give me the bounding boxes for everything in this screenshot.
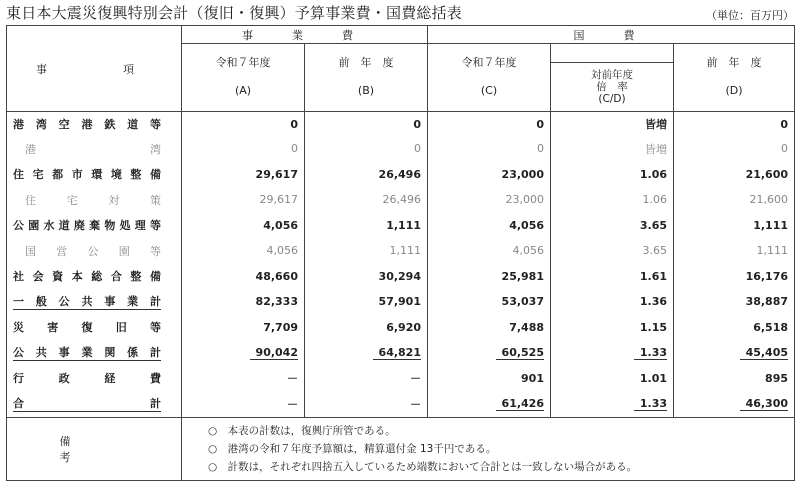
- cell-value: 60,525: [496, 346, 544, 360]
- row-label: [7, 187, 182, 213]
- cell-value: 30,294: [378, 269, 421, 283]
- cell-value: 1.33: [634, 397, 667, 411]
- cell-value: 0: [413, 117, 421, 131]
- row-label-char: 等: [150, 244, 161, 258]
- cell-r: [551, 366, 674, 392]
- row-label: [7, 213, 182, 239]
- row-label-char: 港: [81, 118, 93, 131]
- row-label-char: 係: [127, 346, 139, 360]
- cell-value: －: [410, 372, 421, 386]
- cell-d: [674, 289, 795, 315]
- row-label: [7, 264, 182, 290]
- cell-value: 64,821: [373, 346, 421, 360]
- table-row: [7, 238, 795, 264]
- row-label-char: 湾: [150, 142, 161, 156]
- cell-value: 25,981: [501, 269, 544, 283]
- cell-value: －: [287, 372, 298, 386]
- row-label: [7, 340, 182, 366]
- row-label-char: 共: [35, 346, 47, 360]
- cell-c: [428, 366, 551, 392]
- cell-b: [305, 366, 428, 392]
- table-row: [7, 315, 795, 341]
- cell-r: [551, 136, 674, 162]
- row-label-char: 公: [58, 295, 70, 309]
- row-label: [7, 289, 182, 315]
- row-label: [7, 162, 182, 188]
- cell-d: [674, 366, 795, 392]
- cell-a: [182, 162, 305, 188]
- table-row: [7, 112, 795, 137]
- table-row: [7, 213, 795, 239]
- ratio-title: 対前年度: [591, 69, 633, 81]
- row-label-char: 境: [110, 168, 122, 182]
- cell-d: [674, 238, 795, 264]
- cell-value: 0: [537, 142, 544, 156]
- row-label: [7, 112, 182, 137]
- cell-c: [428, 340, 551, 366]
- remark-note-3: ○ 計数は，それぞれ四捨五入しているため端数において合計とは一致しない場合がある。: [208, 460, 638, 473]
- cell-value: 1,111: [389, 244, 421, 258]
- cell-value: 1.61: [639, 269, 667, 283]
- cell-value: 7,709: [263, 320, 298, 334]
- cell-value: 26,496: [378, 167, 421, 181]
- cell-value: 895: [765, 371, 789, 385]
- cell-b: [305, 213, 428, 239]
- row-label-char: 宅: [32, 168, 44, 182]
- ratio-formula: (C/D): [598, 93, 626, 105]
- row-label-char: 備: [149, 168, 161, 182]
- cell-value: 21,600: [749, 193, 789, 207]
- row-label-char: 港: [25, 142, 36, 156]
- row-label-char: 等: [149, 219, 161, 233]
- cell-value: 29,617: [255, 167, 298, 181]
- cell-c: [428, 162, 551, 188]
- row-label-char: 会: [32, 270, 44, 284]
- row-label-char: 害: [47, 321, 59, 335]
- row-label-char: 湾: [35, 118, 47, 131]
- row-label-char: 道: [58, 219, 70, 233]
- row-label-char: 鉄: [104, 118, 116, 131]
- cell-c: [428, 264, 551, 290]
- cell-d: [674, 340, 795, 366]
- row-label-char: 園: [118, 244, 130, 258]
- table-row: [7, 264, 795, 290]
- table-row: [7, 391, 795, 417]
- row-label-char: 合: [13, 397, 24, 411]
- cell-value: 23,000: [501, 167, 544, 181]
- table-body: [7, 112, 795, 418]
- row-label-char: 対: [108, 193, 120, 207]
- cell-r: [551, 264, 674, 290]
- cell-value: 21,600: [745, 167, 789, 181]
- row-label-char: 物: [104, 219, 116, 233]
- col-d-code: (D): [725, 84, 743, 97]
- cell-value: 61,426: [496, 397, 544, 411]
- row-label-char: 水: [43, 219, 55, 233]
- col-b-title: 前 年 度: [338, 56, 394, 69]
- remark-note-2: ○ 港湾の令和７年度予算額は，精算還付金 13千円である。: [208, 442, 497, 455]
- cell-r: [551, 289, 674, 315]
- row-label-char: 環: [91, 168, 103, 182]
- row-label-char: 行: [13, 372, 24, 386]
- row-label-char: 港: [13, 118, 24, 131]
- cell-b: [305, 136, 428, 162]
- cell-c: [428, 289, 551, 315]
- cell-value: 57,901: [378, 295, 421, 309]
- cell-c: [428, 112, 551, 137]
- row-label-char: 等: [150, 321, 161, 335]
- cell-c: [428, 136, 551, 162]
- table-row: [7, 162, 795, 188]
- cell-r: [551, 162, 674, 188]
- cell-value: －: [410, 397, 421, 411]
- cell-value: 1.33: [634, 346, 667, 360]
- cell-b: [305, 315, 428, 341]
- cell-value: 0: [781, 142, 789, 156]
- col-c-title: 令和７年度: [461, 56, 517, 69]
- cell-d: [674, 162, 795, 188]
- row-label-char: 整: [130, 270, 142, 284]
- remarks-label: 備 考: [7, 417, 182, 480]
- cell-value: 皆増: [645, 142, 667, 156]
- row-label-char: 都: [52, 168, 64, 182]
- row-label-char: 公: [87, 244, 99, 258]
- cell-value: 48,660: [255, 269, 298, 283]
- row-label-char: 政: [58, 372, 70, 386]
- col-c-code: (C): [480, 84, 498, 97]
- cell-a: [182, 238, 305, 264]
- cell-value: 6,920: [386, 320, 421, 334]
- ratio-subtitle: 倍 率: [596, 81, 628, 93]
- cell-value: 90,042: [250, 346, 298, 360]
- cell-d: [674, 213, 795, 239]
- row-label-char: 事: [104, 295, 116, 309]
- cell-value: 4,056: [266, 244, 298, 258]
- cell-r: [551, 187, 674, 213]
- row-label-char: 空: [58, 118, 70, 131]
- cell-value: 53,037: [501, 295, 544, 309]
- row-label-char: 営: [56, 244, 68, 258]
- row-label-char: 計: [149, 295, 161, 309]
- row-label: [7, 238, 182, 264]
- table-row: [7, 366, 795, 392]
- cell-value: 4,056: [512, 244, 544, 258]
- cell-value: 38,887: [745, 295, 789, 309]
- cell-r: [551, 340, 674, 366]
- row-label-char: 費: [149, 372, 161, 386]
- cell-value: 901: [521, 371, 544, 385]
- cell-a: [182, 391, 305, 417]
- row-label-char: 災: [13, 321, 24, 335]
- cell-a: [182, 315, 305, 341]
- cell-value: －: [287, 397, 298, 411]
- row-label-char: 復: [81, 321, 93, 335]
- row-label-char: 資: [52, 270, 64, 284]
- cell-c: [428, 315, 551, 341]
- cell-r: [551, 213, 674, 239]
- row-label: [7, 315, 182, 341]
- row-label: [7, 391, 182, 417]
- row-label-char: 一: [13, 295, 24, 309]
- cell-b: [305, 289, 428, 315]
- cell-value: 0: [291, 142, 298, 156]
- row-label-char: 業: [127, 295, 139, 309]
- row-label-char: 総: [91, 270, 103, 284]
- cell-value: 0: [414, 142, 421, 156]
- row-label-char: 棄: [89, 219, 101, 233]
- jigyohi-group-header: 事 業 費: [182, 26, 428, 44]
- cell-a: [182, 213, 305, 239]
- row-label-char: 理: [134, 219, 146, 233]
- cell-d: [674, 136, 795, 162]
- row-label-char: 旧: [115, 321, 127, 335]
- row-label-char: 整: [130, 168, 142, 182]
- col-d-header: [674, 44, 795, 112]
- cell-a: [182, 366, 305, 392]
- cell-d: [674, 391, 795, 417]
- cell-r: [551, 315, 674, 341]
- cell-d: [674, 187, 795, 213]
- row-label-char: 本: [71, 270, 83, 284]
- remark-note-1: ○ 本表の計数は，復興庁所管である。: [208, 424, 396, 437]
- row-label-char: 等: [149, 118, 161, 131]
- cell-value: 29,617: [259, 193, 298, 207]
- cell-value: 23,000: [505, 193, 544, 207]
- item-column-header: 事 項: [7, 26, 182, 112]
- row-label-char: 般: [35, 295, 47, 309]
- remarks-notes: [182, 417, 795, 480]
- row-label-char: 公: [13, 346, 24, 360]
- cell-b: [305, 391, 428, 417]
- cell-value: 82,333: [255, 295, 298, 309]
- cell-value: 0: [780, 117, 789, 131]
- cell-b: [305, 264, 428, 290]
- cell-a: [182, 187, 305, 213]
- table-row: [7, 136, 795, 162]
- cell-a: [182, 136, 305, 162]
- row-label-char: 住: [25, 193, 36, 207]
- row-label-char: 備: [149, 270, 161, 284]
- ratio-header: [551, 63, 674, 112]
- row-label: [7, 136, 182, 162]
- cell-value: 45,405: [740, 346, 788, 360]
- col-a-title: 令和７年度: [215, 56, 271, 69]
- col-b-header: [305, 44, 428, 112]
- cell-value: 1,111: [386, 218, 421, 232]
- cell-value: 1.15: [639, 320, 667, 334]
- row-label-char: 共: [81, 295, 93, 309]
- cell-b: [305, 112, 428, 137]
- cell-b: [305, 187, 428, 213]
- row-label-char: 計: [149, 346, 161, 360]
- cell-r: [551, 112, 674, 137]
- row-label-char: 園: [28, 219, 40, 233]
- table-row: [7, 187, 795, 213]
- row-label-char: 公: [13, 219, 24, 233]
- summary-table: [6, 25, 795, 481]
- row-label-char: 業: [81, 346, 93, 360]
- row-label-char: 市: [71, 168, 83, 182]
- cell-value: 4,056: [509, 218, 544, 232]
- kokuhi-group-header: 国 費: [428, 26, 795, 44]
- cell-value: 1.36: [639, 295, 667, 309]
- row-label-char: 社: [13, 270, 24, 284]
- row-label-char: 処: [119, 219, 131, 233]
- cell-a: [182, 289, 305, 315]
- cell-c: [428, 391, 551, 417]
- col-c-header: [428, 44, 551, 112]
- cell-c: [428, 187, 551, 213]
- table-row: [7, 340, 795, 366]
- ratio-header-spacer: [551, 44, 674, 63]
- row-label-char: 住: [13, 168, 24, 182]
- cell-value: 0: [536, 117, 544, 131]
- cell-b: [305, 162, 428, 188]
- cell-r: [551, 391, 674, 417]
- cell-d: [674, 315, 795, 341]
- row-label-char: 宅: [66, 193, 78, 207]
- cell-d: [674, 264, 795, 290]
- col-d-title: 前 年 度: [706, 56, 762, 69]
- unit-label: （単位：百万円）: [706, 9, 794, 22]
- title-row: [6, 2, 794, 24]
- cell-value: 皆増: [645, 118, 667, 131]
- page-title: 東日本大震災復興特別会計（復旧・復興）予算事業費・国費総括表: [6, 4, 463, 22]
- cell-value: 1.06: [642, 193, 667, 207]
- col-a-header: [182, 44, 305, 112]
- col-b-code: (B): [357, 84, 375, 97]
- cell-value: 3.65: [639, 218, 667, 232]
- cell-a: [182, 112, 305, 137]
- row-label: [7, 366, 182, 392]
- row-label-char: 計: [150, 397, 161, 411]
- cell-value: 1,111: [753, 218, 789, 232]
- cell-value: 6,518: [753, 320, 789, 334]
- row-label-char: 経: [104, 372, 116, 386]
- row-label-char: 関: [104, 346, 116, 360]
- row-label-char: 事: [58, 346, 70, 360]
- table-row: [7, 289, 795, 315]
- cell-value: 1.06: [639, 167, 667, 181]
- cell-value: 46,300: [740, 397, 788, 411]
- cell-value: 0: [290, 117, 298, 131]
- cell-value: 16,176: [745, 269, 789, 283]
- cell-a: [182, 264, 305, 290]
- cell-b: [305, 238, 428, 264]
- row-label-char: 策: [149, 193, 161, 207]
- cell-value: 3.65: [642, 244, 667, 258]
- cell-b: [305, 340, 428, 366]
- cell-value: 7,488: [509, 320, 544, 334]
- cell-value: 26,496: [382, 193, 421, 207]
- cell-a: [182, 340, 305, 366]
- cell-c: [428, 213, 551, 239]
- cell-value: 4,056: [263, 218, 298, 232]
- row-label-char: 国: [25, 244, 36, 258]
- cell-value: 1,111: [756, 244, 789, 258]
- cell-value: 1.01: [639, 371, 667, 385]
- row-label-char: 廃: [73, 219, 85, 233]
- cell-d: [674, 112, 795, 137]
- col-a-code: (A): [234, 84, 252, 97]
- cell-r: [551, 238, 674, 264]
- row-label-char: 合: [110, 270, 122, 284]
- cell-c: [428, 238, 551, 264]
- row-label-char: 道: [127, 118, 139, 131]
